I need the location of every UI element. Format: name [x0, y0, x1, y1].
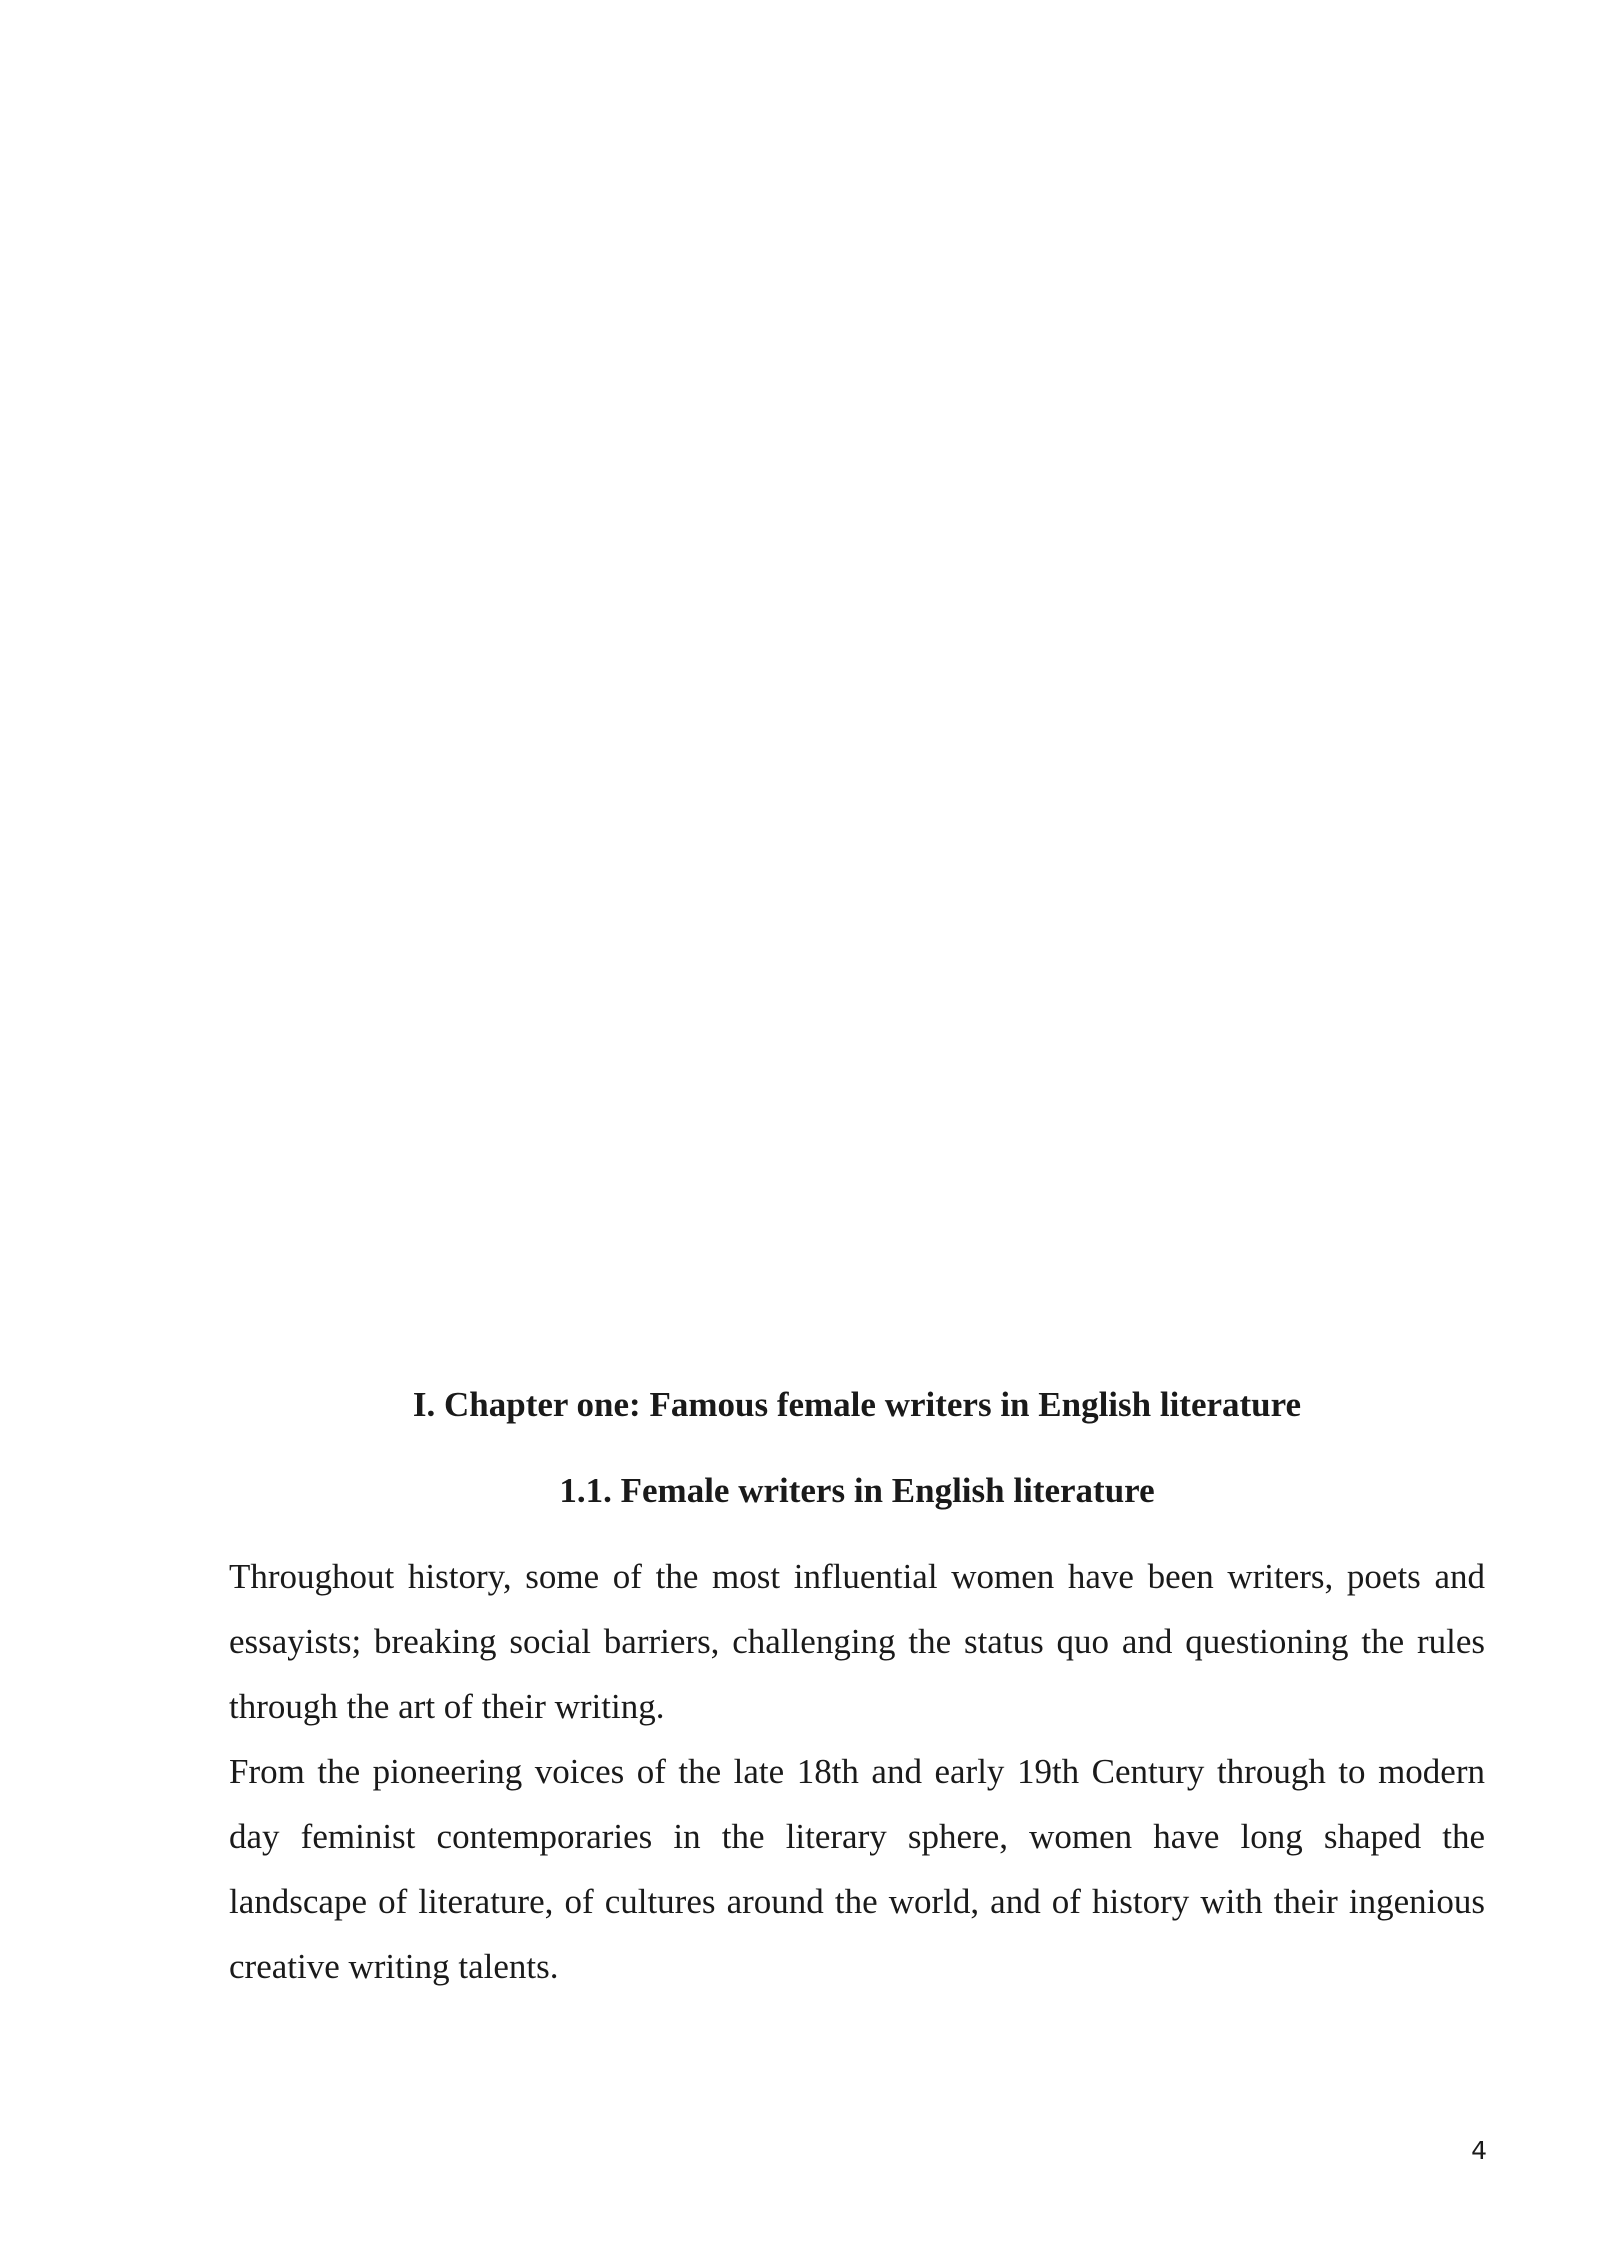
body-paragraph: Throughout history, some of the most influential women have been writers, poets and essayists; breaking social barriers, challenging the status quo and questioning the rules through the art of their writing.	[229, 1557, 1485, 1726]
chapter-heading: I. Chapter one: Famous female writers in English literature	[412, 1385, 1302, 1424]
body-paragraph: From the pioneering voices of the late 18th and early 19th Century through to modern day feminist contemporaries in the literary sphere, women have long shaped the landscape of literature, of cultures around the world, and of history with their ingenious creative writing talents.	[229, 1752, 1485, 1986]
section-heading: 1.1. Female writers in English literature	[559, 1471, 1155, 1510]
page-content	[229, 1372, 1485, 1999]
page-number: 4	[1471, 2136, 1487, 2165]
